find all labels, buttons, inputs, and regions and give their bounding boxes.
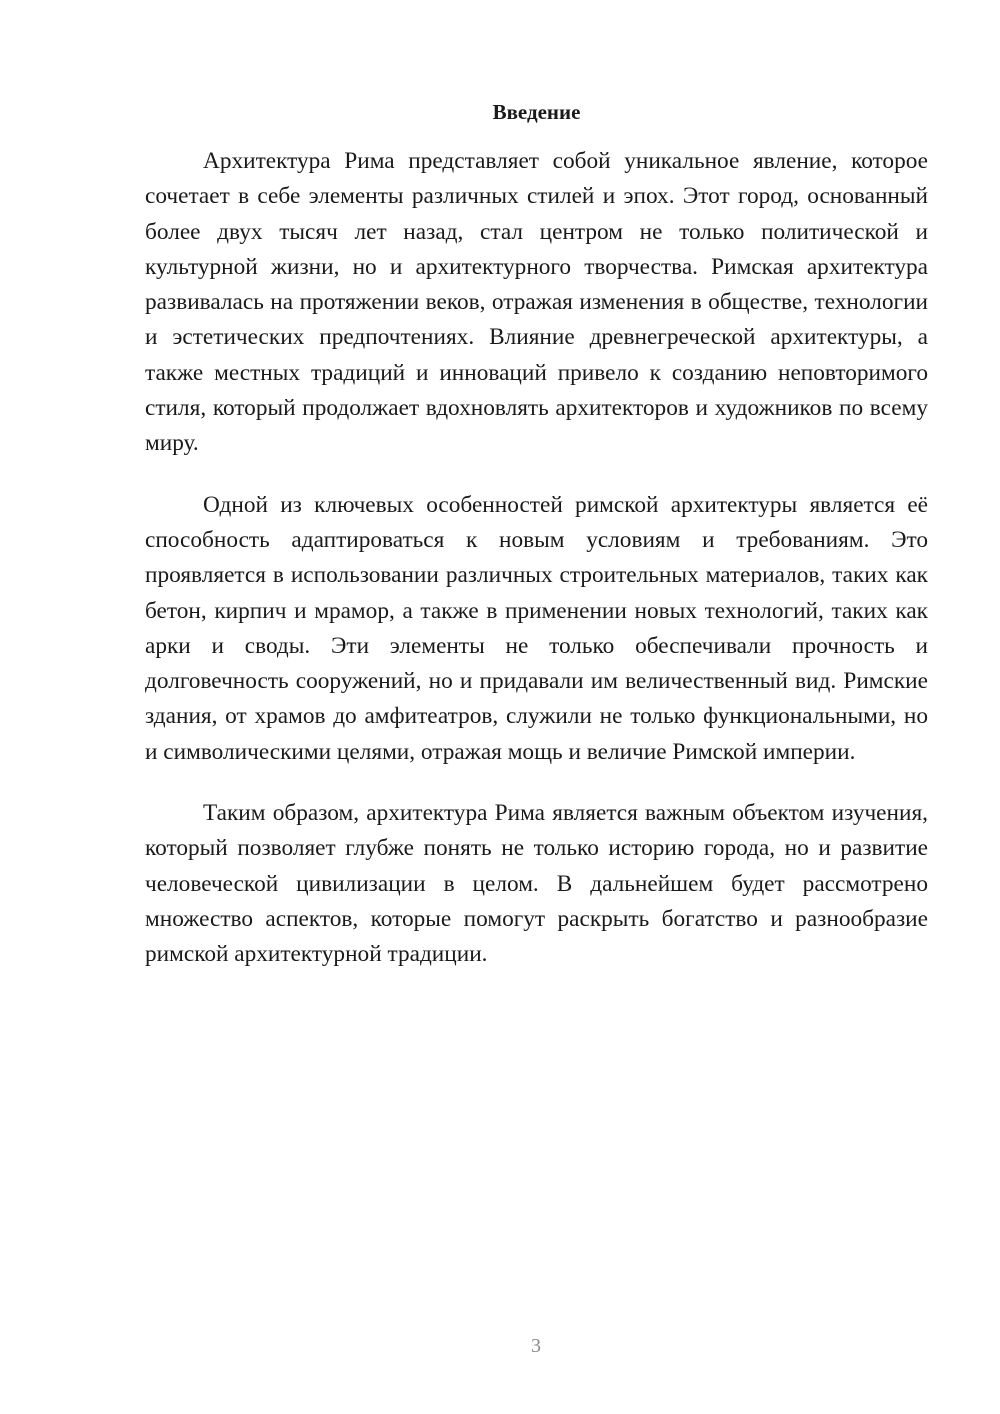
- body-text: [145, 144, 928, 999]
- paragraph-3: Таким образом, архитектура Рима является важным объектом изучения, который позволяет глубже понять не только историю города, но и развитие человеческой цивилизации в целом. В дальнейшем будет рассмотрено множество аспектов, которые помогут раскрыть богатство и разнообразие римской архитектурной традиции.: [145, 800, 928, 968]
- paragraph-2: Одной из ключевых особенностей римской архитектуры является её способность адаптироваться к новым условиям и требованиям. Это проявляется в использовании различных строительных материалов, таких как бетон, кирпич и мрамор, а также в применении новых технологий, таких как арки и своды. Эти элементы не только обеспечивали прочность и долговечность сооружений, но и придавали им величественный вид. Римские здания, от храмов до амфитеатров, служили не только функциональными, но и символическими целями, отражая мощь и величие Римской империи.: [145, 491, 928, 765]
- section-heading: Введение: [492, 100, 581, 124]
- paragraph-1: Архитектура Рима представляет собой уникальное явление, которое сочетает в себе элементы различных стилей и эпох. Этот город, основанный более двух тысяч лет назад, стал центром не только политической и культурной жизни, но и архитектурного творчества. Римская архитектура развивалась на протяжении веков, отражая изменения в обществе, технологии и эстетических предпочтениях. Влияние древнегреческой архитектуры, а также местных традиций и инноваций привело к созданию неповторимого стиля, который продолжает вдохновлять архитекторов и художников по всему миру.: [145, 148, 928, 457]
- page-number: 3: [531, 1335, 541, 1357]
